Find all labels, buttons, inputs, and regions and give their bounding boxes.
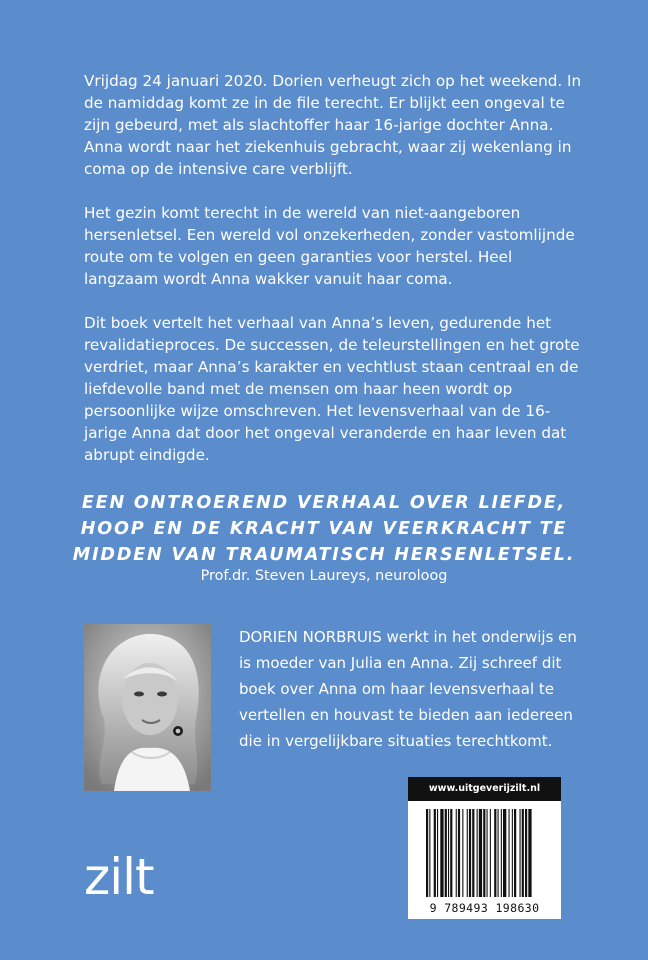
barcode-bar (437, 809, 438, 897)
barcode (408, 777, 561, 919)
author-bio (239, 624, 579, 754)
barcode-bar (450, 809, 452, 897)
barcode-bar (522, 809, 524, 897)
barcode-bars (408, 803, 561, 899)
barcode-bar (514, 809, 516, 897)
barcode-bar (490, 809, 491, 897)
quote-attribution: Prof.dr. Steven Laureys, neuroloog (200, 568, 448, 584)
blurb-paragraph: Dit boek vertelt het verhaal van Anna’s leven, gedurende het revalidatieproces. De successen, de teleurstellingen en het grote verdriet, maar Anna’s karakter en vechtlust staan centraal en de liefdevolle band met de mensen om haar heen wordt op persoonlijke wijze omschreven. Het levensverhaal van de 16-jarige Anna dat door het ongeval veranderde en haar leven dat abrupt eindigde. (84, 314, 580, 464)
back-cover-blurb (84, 70, 584, 488)
barcode-bar (440, 809, 443, 897)
barcode-bar (458, 809, 460, 897)
publisher-url[interactable]: www.uitgeverijzilt.nl (408, 777, 561, 801)
barcode-bar (501, 809, 502, 897)
barcode-bar (426, 809, 428, 897)
barcode-bar (509, 809, 510, 897)
barcode-bar (483, 809, 485, 897)
endorsement-quote (70, 490, 578, 568)
barcode-bar (498, 809, 499, 897)
barcode-bar (448, 809, 449, 897)
barcode-bar (462, 809, 463, 897)
barcode-bar (467, 809, 468, 897)
publisher-logo: zilt (84, 848, 154, 906)
author-bio-text: werkt in het onderwijs en is moeder van Julia en Anna. Zij schreef dit boek over Anna om haar levensverhaal te vertellen en houvast te bieden aan iedereen die in vergelijkbare situaties terechtkomt. (239, 628, 577, 750)
quote-line: EEN ONTROEREND VERHAAL OVER LIEFDE, (81, 493, 567, 513)
quote-line: HOOP EN DE KRACHT VAN VEERKRACHT TE (80, 519, 568, 539)
barcode-bar (528, 809, 531, 897)
barcode-bar (456, 809, 457, 897)
author-photo (84, 624, 211, 791)
blurb-paragraph: Vrijdag 24 januari 2020. Dorien verheugt zich op het weekend. In de namiddag komt ze in de file terecht. Er blijkt een ongeval te zijn gebeurd, met als slachtoffer haar 16-jarige dochter Anna. Anna wordt naar het ziekenhuis gebracht, waar zij wekenlang in coma op de intensive care verblijft. (84, 72, 582, 178)
barcode-bar (477, 809, 478, 897)
isbn-number: 9 789493 198630 (429, 901, 540, 915)
barcode-bar (525, 809, 527, 897)
author-portrait-illustration (84, 624, 211, 791)
barcode-bar (494, 809, 496, 897)
barcode-bar (472, 809, 474, 897)
author-name: DORIEN NORBRUIS (239, 628, 382, 646)
quote-line: MIDDEN VAN TRAUMATISCH HERSENLETSEL. (72, 545, 576, 565)
barcode-bar (487, 809, 488, 897)
barcode-bar (479, 809, 482, 897)
barcode-bar (503, 809, 506, 897)
barcode-bar (520, 809, 521, 897)
blurb-paragraph: Het gezin komt terecht in de wereld van niet-aangeboren hersenletsel. Een wereld vol onzekerheden, zonder vastomlijnde route om te volgen en geen garanties voor herstel. Heel langzaam wordt Anna wakker vanuit haar coma. (84, 204, 575, 288)
barcode-bar (469, 809, 471, 897)
barcode-bar (429, 809, 430, 897)
barcode-bar (434, 809, 436, 897)
barcode-bar (512, 809, 513, 897)
barcode-bar (445, 809, 447, 897)
